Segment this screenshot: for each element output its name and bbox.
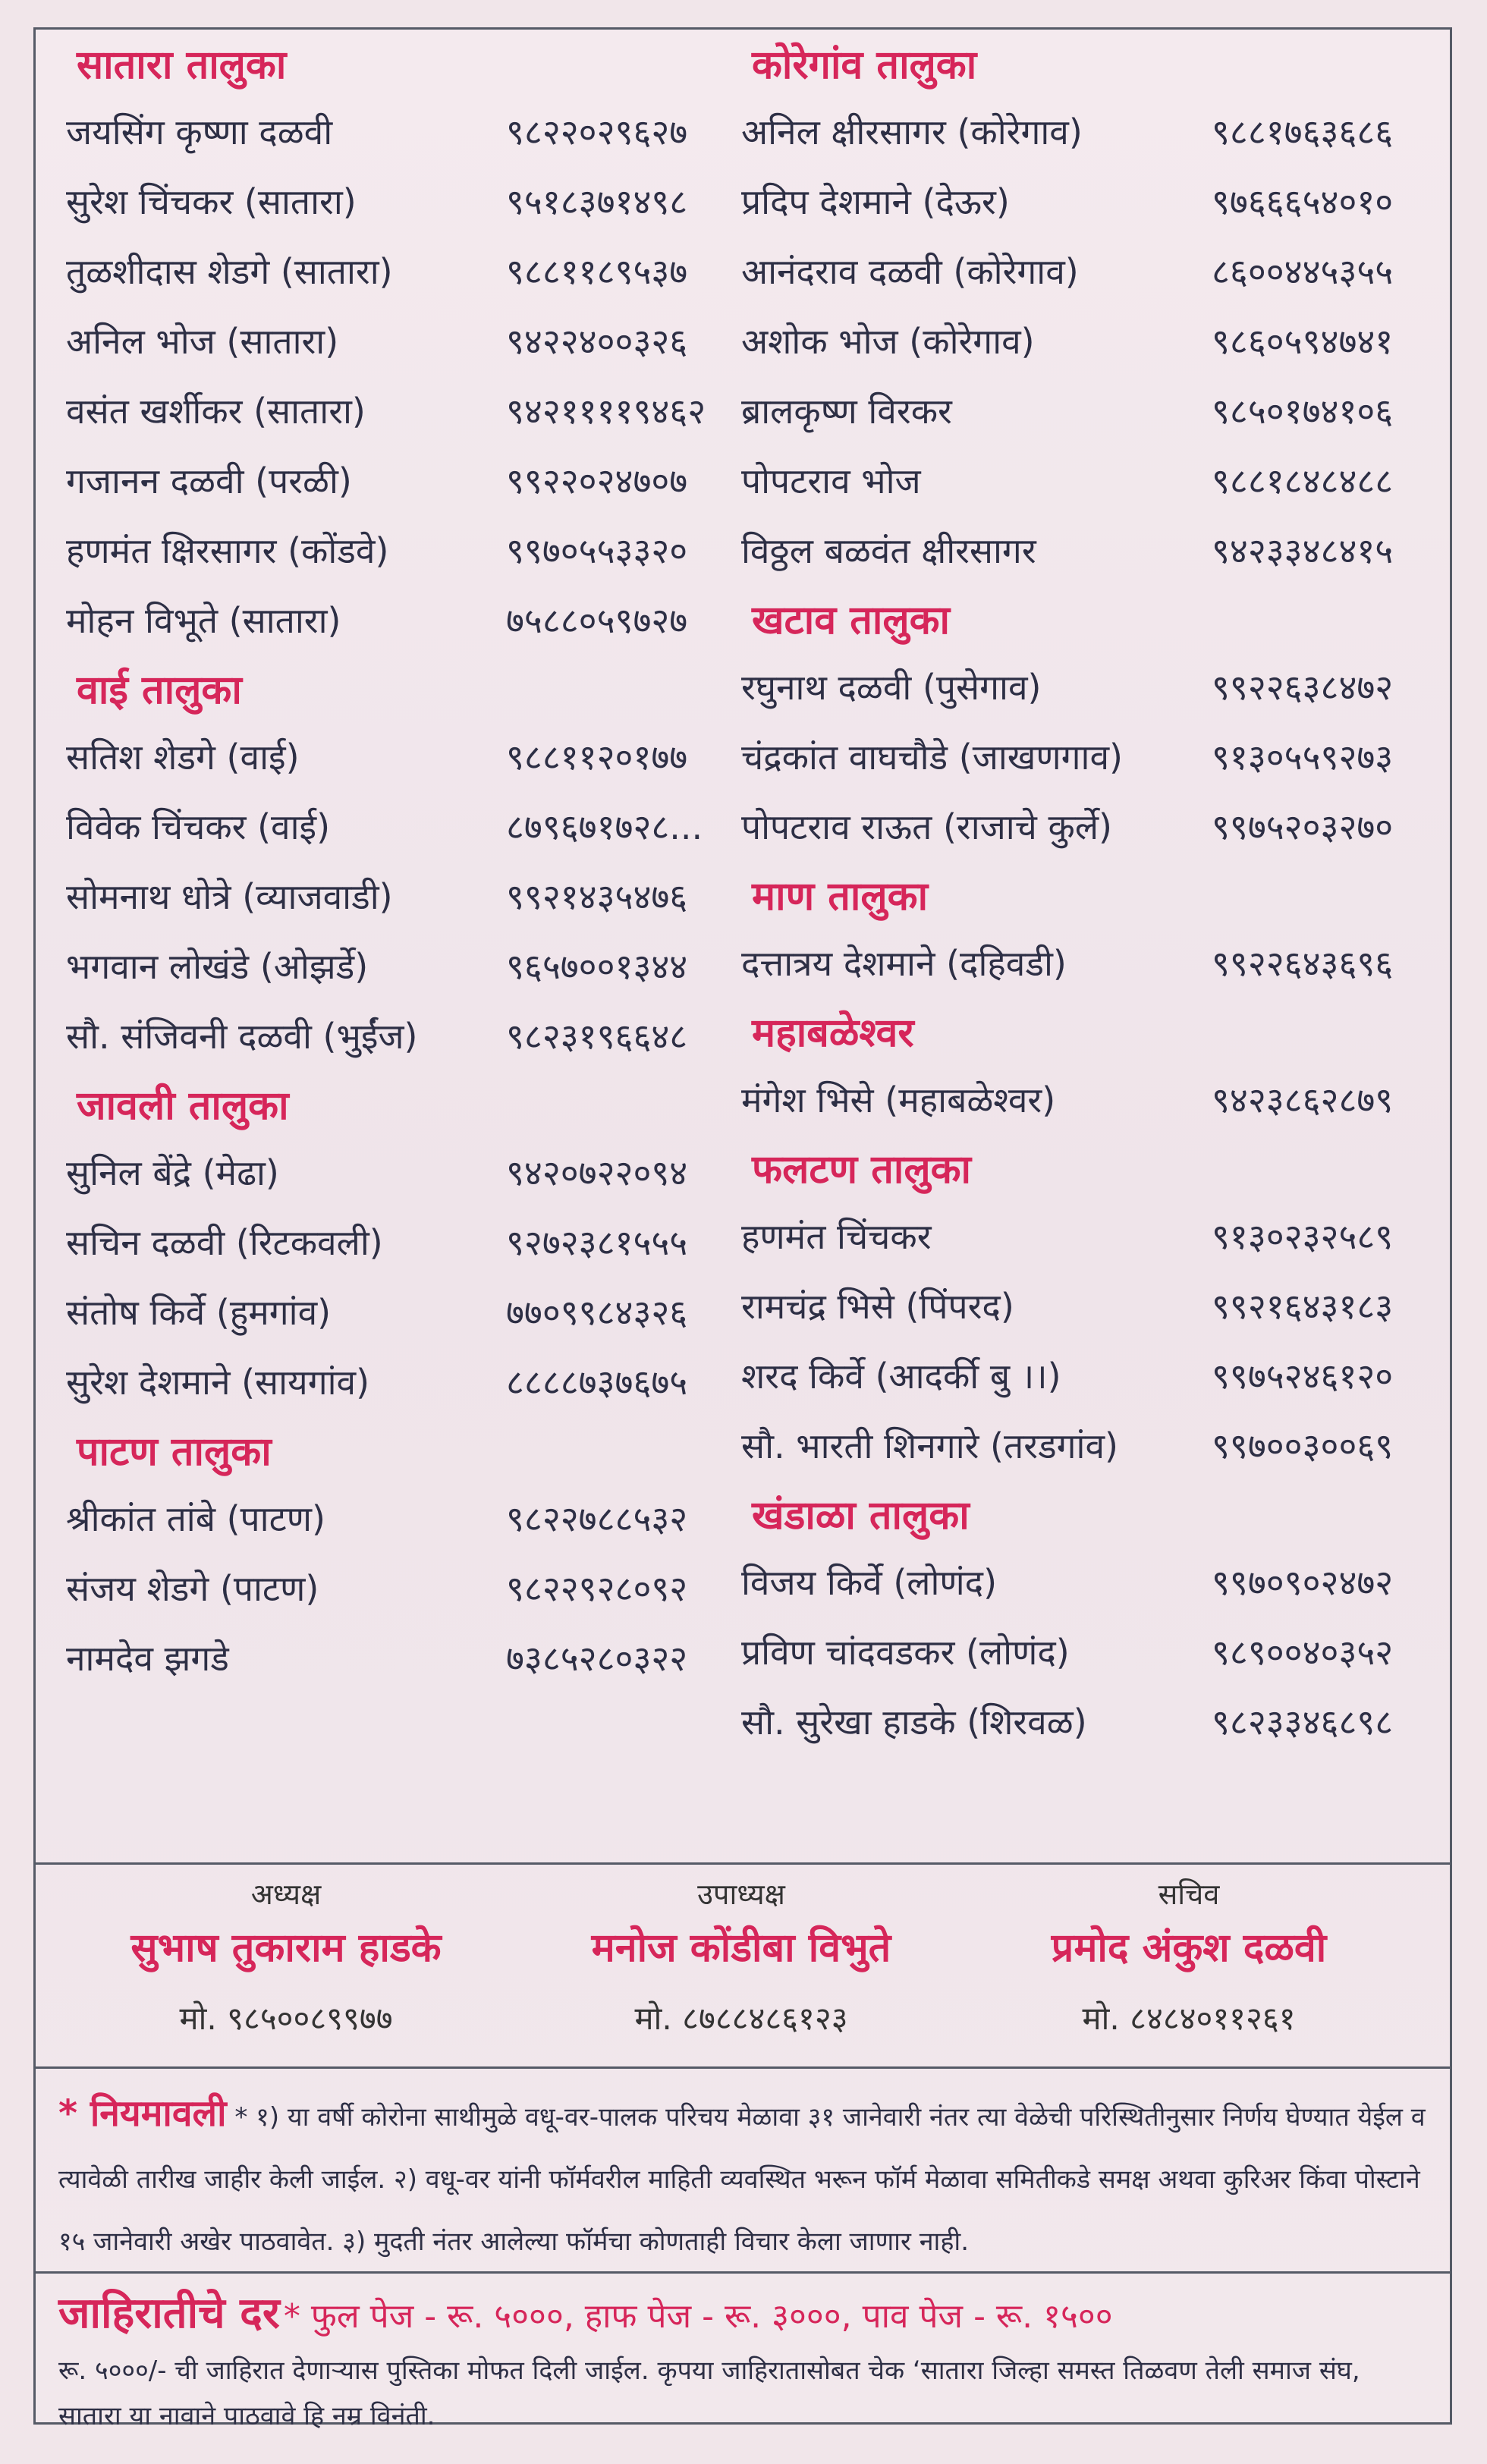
contact-phone: ९७६६६५४०१०	[1212, 181, 1394, 222]
contact-name: ब्रालकृष्ण विरकर	[741, 391, 952, 432]
contact-name: वसंत खर्शीकर (सातारा)	[66, 391, 366, 432]
officer-role: सचिव	[1158, 1878, 1220, 1911]
contact-row	[741, 515, 1424, 585]
contact-name: अनिल भोज (सातारा)	[66, 321, 339, 362]
contact-phone: ९९२२६४३६९६	[1212, 943, 1394, 984]
contact-row	[741, 306, 1424, 376]
contact-row	[66, 1623, 734, 1692]
contact-phone: ७५८८०५९७२७	[506, 600, 688, 641]
officer-name: प्रमोद अंकुश दळवी	[1051, 1925, 1327, 1971]
contact-row	[66, 1137, 734, 1207]
contact-name: संजय शेडगे (पाटण)	[66, 1568, 319, 1609]
contact-name: सतिश शेडगे (वाई)	[66, 737, 300, 778]
contact-name: सौ. सुरेखा हाडके (शिरवळ)	[741, 1702, 1087, 1743]
officer-role: अध्यक्ष	[250, 1878, 322, 1911]
ad-rates-note: रू. ५०००/- ची जाहिरात देणाऱ्यास पुस्तिका मोफत दिली जाईल. कृपया जाहिरातासोबत चेक ‘सातारा जिल्हा समस्त तिळवण तेली समाज संघ, सातारा या नावाने पाठवावे हि नम्र विनंती.	[58, 2356, 1360, 2431]
contact-row	[66, 791, 734, 861]
contact-row	[741, 928, 1424, 998]
contact-name: श्रीकांत तांबे (पाटण)	[66, 1498, 325, 1539]
officer-phone: मो. ८७८८४८६१२३	[634, 2000, 848, 2037]
rules-section	[36, 2069, 1450, 2274]
directory-columns	[36, 30, 1450, 1850]
contact-name: जयसिंग कृष्णा दळवी	[66, 112, 333, 152]
contact-row	[741, 1340, 1424, 1410]
ad-rates-line	[58, 2280, 1427, 2348]
officer-role: उपाध्यक्ष	[697, 1878, 785, 1911]
contact-name: अनिल क्षीरसागर (कोरेगाव)	[741, 112, 1083, 152]
contact-row	[66, 515, 734, 585]
section-heading: पाटण तालुका	[77, 1429, 272, 1475]
section-heading: वाई तालुका	[77, 668, 242, 713]
contact-phone: ८७९६७१७२८...	[506, 806, 703, 847]
contact-name: विठ्ठल बळवंत क्षीरसागर	[741, 530, 1036, 571]
contact-row	[66, 1207, 734, 1277]
contact-name: अशोक भोज (कोरेगाव)	[741, 321, 1035, 362]
right-column	[741, 30, 1424, 1756]
contact-name: विजय किर्वे (लोणंद)	[741, 1562, 998, 1603]
contact-row	[741, 1410, 1424, 1480]
contact-phone: ९८८१८४८४८८	[1212, 460, 1394, 501]
contact-phone: ९९२१४३५४७६	[506, 876, 688, 917]
contact-row	[66, 96, 734, 166]
contact-phone: ९८८१७६३६८६	[1212, 112, 1394, 152]
contact-phone: ९६५७००१३४४	[506, 946, 688, 987]
contact-phone: ९४२२४००३२६	[506, 321, 688, 362]
contact-name: मोहन विभूते (सातारा)	[66, 600, 341, 641]
contact-phone: ८८८८७३७६७५	[506, 1362, 688, 1403]
contact-name: शरद किर्वे (आदर्की बु ।।)	[741, 1356, 1061, 1397]
contact-phone: ९४२०७२२०९४	[506, 1152, 688, 1193]
contact-phone: ९५१८३७१४९८	[506, 181, 688, 222]
contact-phone: ९८८११८९५३७	[506, 251, 688, 292]
contact-row	[66, 861, 734, 931]
contact-phone: ९८८११२०१७७	[506, 737, 688, 778]
contact-row	[741, 166, 1424, 236]
contact-phone: ९८२२७८८५३२	[506, 1498, 688, 1539]
contact-name: सुरेश चिंचकर (सातारा)	[66, 181, 357, 222]
section-heading: कोरेगांव तालुका	[752, 42, 977, 88]
section-heading: खंडाळा तालुका	[752, 1493, 970, 1538]
left-column	[66, 30, 734, 1692]
contact-row	[741, 376, 1424, 445]
contact-phone: ९४२३८६२८७९	[1212, 1080, 1394, 1120]
contact-phone: ९४२११११९४६२	[506, 391, 706, 432]
contact-row	[741, 96, 1424, 166]
contact-row	[741, 652, 1424, 721]
contact-phone: ९८२२०२९६२७	[506, 112, 688, 152]
contact-phone: ७७०९९८४३२६	[506, 1292, 688, 1333]
ad-rates-title: जाहिरातीचे दर	[58, 2289, 280, 2338]
officer-phone: मो. ९८५००८९९७७	[179, 2000, 393, 2037]
contact-phone: ९८२३१९६६४८	[506, 1016, 688, 1057]
contact-phone: ९९७०५५३३२०	[506, 530, 688, 571]
rules-title: * नियमावली	[58, 2092, 227, 2135]
contact-phone: ९१३०५५९२७३	[1212, 737, 1394, 778]
contact-phone: ९८६०५९४७४१	[1212, 321, 1394, 362]
contact-name: पोपटराव राऊत (राजाचे कुर्ले)	[741, 806, 1112, 847]
contact-phone: ९८२२९२८०९२	[506, 1568, 688, 1609]
officer-name: सुभाष तुकाराम हाडके	[130, 1925, 442, 1971]
contact-row	[66, 1001, 734, 1070]
contact-row	[66, 1347, 734, 1416]
contact-phone: ८६००४४५३५५	[1212, 251, 1394, 292]
contact-row	[66, 166, 734, 236]
contact-row	[741, 236, 1424, 306]
contact-phone: ९४२३३४८४१५	[1212, 530, 1394, 571]
officer-phone: मो. ८४८४०११२६१	[1082, 2000, 1296, 2037]
contact-phone: ९९७००३००६९	[1212, 1425, 1394, 1466]
contact-name: गजानन दळवी (परळी)	[66, 460, 352, 501]
contact-row	[66, 721, 734, 791]
contact-row	[741, 1201, 1424, 1271]
section-heading: खटाव तालुका	[752, 598, 950, 643]
contact-name: विवेक चिंचकर (वाई)	[66, 806, 331, 847]
contact-name: सुनिल बेंद्रे (मेढा)	[66, 1152, 279, 1193]
section-heading: फलटण तालुका	[752, 1147, 972, 1193]
contact-name: प्रदिप देशमाने (देऊर)	[741, 181, 1010, 222]
contact-row	[66, 585, 734, 655]
contact-name: रामचंद्र भिसे (पिंपरद)	[741, 1286, 1014, 1327]
rules-text: * १) या वर्षी कोरोना साथीमुळे वधू-वर-पालक परिचय मेळावा ३१ जानेवारी नंतर त्या वेळेची परिस्थितीनुसार निर्णय घेण्यात येईल व त्यावेळी तारीख जाहीर केली जाईल. २) वधू-वर यांनी फॉर्मवरील माहिती व्यवस्थित भरून फॉर्म मेळावा समितीकडे समक्ष अथवा कुरिअर किंवा पोस्टाने १५ जानेवारी अखेर पाठवावेत. ३) मुदती नंतर आलेल्या फॉर्मचा कोणताही विचार केला जाणार नाही.	[58, 2102, 1426, 2257]
ad-rates-values: * फुल पेज - रू. ५०००, हाफ पेज - रू. ३०००, पाव पेज - रू. १५००	[283, 2297, 1113, 2336]
contact-phone: ७३८५२८०३२२	[506, 1638, 688, 1679]
contact-row	[66, 1277, 734, 1347]
contact-phone: ९९२१६४३१८३	[1212, 1286, 1394, 1327]
section-heading: जावली तालुका	[77, 1083, 289, 1129]
contact-row	[741, 1617, 1424, 1686]
contact-row	[741, 445, 1424, 515]
contact-row	[66, 306, 734, 376]
contact-phone: ९२७२३८१५५५	[506, 1222, 688, 1263]
contact-phone: ९९२२०२४७०७	[506, 460, 688, 501]
contact-phone: ९९७५२४६१२०	[1212, 1356, 1394, 1397]
contact-row	[66, 1483, 734, 1553]
contact-row	[66, 445, 734, 515]
section-heading: महाबळेश्वर	[752, 1010, 914, 1056]
contact-row	[741, 791, 1424, 861]
contact-row	[741, 1271, 1424, 1340]
contact-name: सौ. भारती शिनगारे (तरडगांव)	[741, 1425, 1118, 1466]
contact-row	[741, 721, 1424, 791]
contact-name: हणमंत चिंचकर	[741, 1216, 932, 1257]
contact-phone: ९१३०२३२५८९	[1212, 1216, 1394, 1257]
officer-president	[58, 1865, 514, 2039]
contact-name: नामदेव झगडे	[66, 1638, 229, 1679]
contact-row	[741, 1064, 1424, 1134]
contact-name: सचिन दळवी (रिटकवली)	[66, 1222, 383, 1263]
ad-rates-section	[36, 2274, 1450, 2431]
contact-name: पोपटराव भोज	[741, 460, 921, 501]
contact-name: हणमंत क्षिरसागर (कोंडवे)	[66, 530, 389, 571]
contact-row	[66, 931, 734, 1001]
contact-name: रघुनाथ दळवी (पुसेगाव)	[741, 667, 1042, 708]
contact-phone: ९८९००४०३५२	[1212, 1632, 1394, 1673]
contact-name: सुरेश देशमाने (सायगांव)	[66, 1362, 370, 1403]
contact-name: आनंदराव दळवी (कोरेगाव)	[741, 251, 1079, 292]
contact-name: भगवान लोखंडे (ओझर्डे)	[66, 946, 369, 987]
contact-name: प्रविण चांदवडकर (लोणंद)	[741, 1632, 1070, 1673]
officer-vice-president	[514, 1865, 969, 2039]
contact-row	[741, 1547, 1424, 1617]
section-heading: सातारा तालुका	[77, 42, 287, 88]
contact-name: मंगेश भिसे (महाबळेश्वर)	[741, 1080, 1056, 1120]
section-heading: माण तालुका	[752, 874, 929, 919]
officers-section	[36, 1862, 1450, 2069]
contact-phone: ९९२२६३८४७२	[1212, 667, 1394, 708]
contact-phone: ९९७०९०२४७२	[1212, 1562, 1394, 1603]
officer-secretary	[961, 1865, 1416, 2039]
contact-name: दत्तात्रय देशमाने (दहिवडी)	[741, 943, 1067, 984]
contact-name: संतोष किर्वे (हुमगांव)	[66, 1292, 332, 1333]
document-frame	[33, 27, 1452, 2431]
contact-row	[66, 236, 734, 306]
contact-name: तुळशीदास शेडगे (सातारा)	[66, 251, 393, 292]
contact-name: सौ. संजिवनी दळवी (भुईंज)	[66, 1016, 418, 1057]
contact-phone: ९९७५२०३२७०	[1212, 806, 1394, 847]
contact-name: चंद्रकांत वाघचौडे (जाखणगाव)	[741, 737, 1123, 778]
contact-phone: ९८५०१७४१०६	[1212, 391, 1394, 432]
officer-name: मनोज कोंडीबा विभुते	[591, 1925, 891, 1971]
contact-row	[66, 376, 734, 445]
contact-phone: ९८२३३४६८९८	[1212, 1702, 1394, 1743]
contact-row	[741, 1686, 1424, 1756]
contact-name: सोमनाथ धोत्रे (व्याजवाडी)	[66, 876, 393, 917]
contact-row	[66, 1553, 734, 1623]
